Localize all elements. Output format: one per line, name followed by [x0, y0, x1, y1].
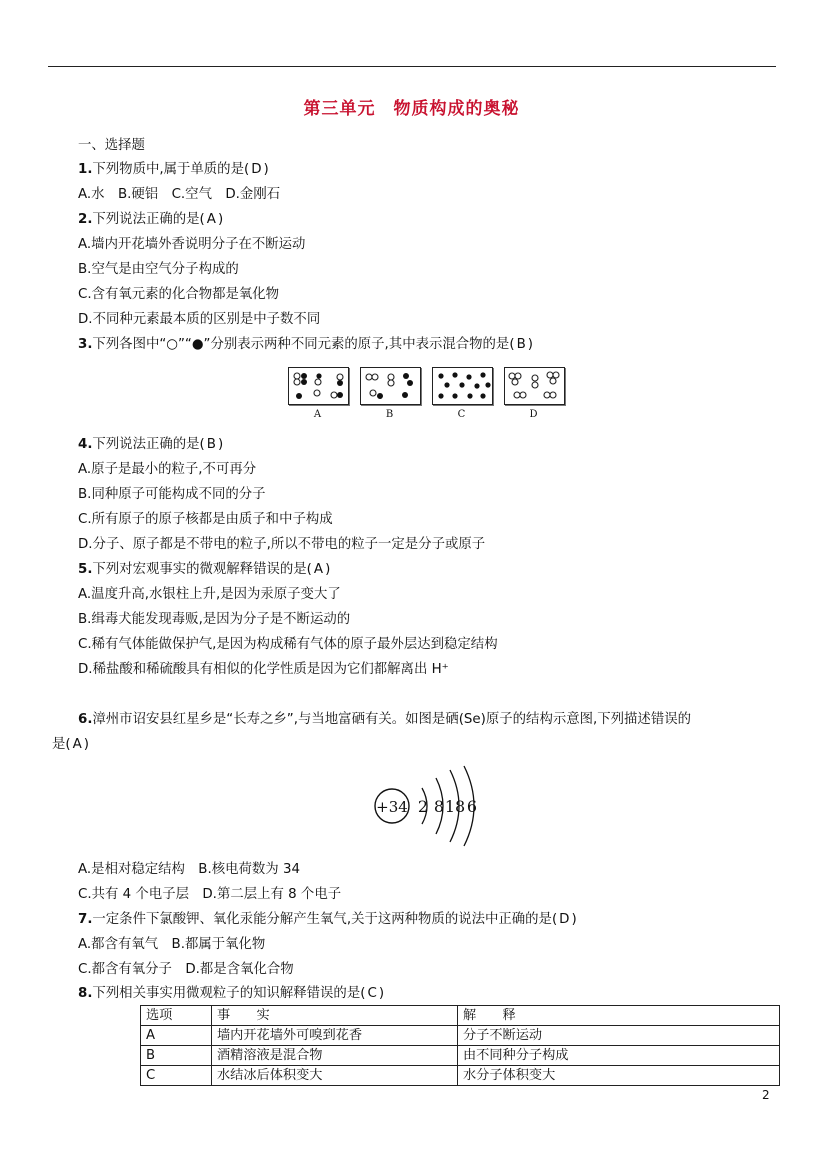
answer: A [206, 212, 216, 227]
table-cell: 酒精溶液是混合物 [212, 1046, 458, 1066]
table-row [141, 1066, 780, 1086]
table-cell: 分子不断运动 [458, 1026, 780, 1046]
question-5 [78, 561, 330, 578]
option-d: D.分子、原子都是不带电的粒子,所以不带电的粒子一定是分子或原子 [78, 537, 486, 552]
answer: D [559, 912, 570, 927]
option-c: C.所有原子的原子核都是由质子和中子构成 [78, 512, 333, 527]
question-stem: 漳州市诏安县红星乡是“长寿之乡”,与当地富硒有关。如图是硒(Se)原子的结构示意图,下列描述错误的 [92, 712, 691, 727]
particle-box-d [504, 367, 565, 405]
table-cell: B [141, 1046, 212, 1066]
table-header-cell: 选项 [141, 1006, 212, 1026]
paren: ) [263, 162, 269, 177]
paren: ) [378, 986, 385, 1001]
table-header-cell: 事 实 [212, 1006, 458, 1026]
option-ab: A.都含有氧气 B.都属于氧化物 [78, 937, 266, 952]
question-number: 1. [78, 162, 93, 177]
answer: B [516, 337, 526, 352]
table-header-row [141, 1006, 780, 1026]
question-number: 4. [78, 437, 93, 452]
question-number: 2. [78, 212, 93, 227]
figure-label-a: A [313, 409, 322, 420]
particle-box-a-art [289, 368, 348, 404]
paren: ) [217, 212, 224, 227]
question-6-cont [52, 736, 89, 753]
table-cell: 墙内开花墙外可嗅到花香 [212, 1026, 458, 1046]
option-ab: A.是相对稳定结构 B.核电荷数为 34 [78, 862, 300, 877]
option-b: B.同种原子可能构成不同的分子 [78, 487, 266, 502]
particle-box-d-art [505, 368, 564, 404]
table-cell: 水分子体积变大 [458, 1066, 780, 1086]
question-number: 3. [78, 337, 93, 352]
option-cd: C.都含有氧分子 D.都是含氧化合物 [78, 962, 294, 977]
question-stem-cont: 是( [52, 737, 71, 752]
nucleus-charge: +34 [376, 798, 408, 816]
answer: B [206, 437, 216, 452]
table-cell: 水结冰后体积变大 [212, 1066, 458, 1086]
option-d: D.稀盐酸和稀硫酸具有相似的化学性质是因为它们都解离出 H⁺ [78, 662, 449, 677]
particle-box-c [432, 367, 493, 405]
option-c: C.稀有气体能做保护气,是因为构成稀有气体的原子最外层达到稳定结构 [78, 637, 498, 652]
question-7 [78, 911, 577, 928]
question-2 [78, 211, 223, 228]
question-number: 8. [78, 986, 93, 1001]
shell-4-count: 6 [466, 797, 478, 816]
paren: ) [571, 912, 577, 927]
question-number: 5. [78, 562, 93, 577]
table-cell: A [141, 1026, 212, 1046]
particle-box-a [288, 367, 349, 405]
figure-label-b: B [385, 409, 394, 420]
figure-label-d: D [529, 409, 538, 420]
answer: A [72, 737, 82, 752]
particle-box-b [360, 367, 421, 405]
answer: A [313, 562, 324, 577]
question-1-options: A.水 B.硬铝 C.空气 D.金刚石 [78, 187, 281, 202]
paren: ) [325, 562, 331, 577]
atom-structure-art [372, 764, 487, 848]
option-b: B.缉毒犬能发现毒贩,是因为分子是不断运动的 [78, 612, 351, 627]
selenium-atom-diagram [372, 764, 487, 848]
question-8 [78, 985, 384, 1002]
question-number: 7. [78, 912, 93, 927]
header-rule [48, 66, 776, 67]
page-number: 2 [762, 1088, 770, 1102]
question-stem: 下列说法正确的是( [92, 212, 205, 227]
question-stem: 下列各图中“○”“●”分别表示两种不同元素的原子,其中表示混合物的是( [92, 337, 515, 352]
table-header-cell: 解 释 [458, 1006, 780, 1026]
option-a: A.墙内开花墙外香说明分子在不断运动 [78, 237, 306, 252]
answer: C [367, 986, 377, 1001]
option-a: A.温度升高,水银柱上升,是因为汞原子变大了 [78, 587, 341, 602]
page-title: 第三单元 物质构成的奥秘 [303, 99, 520, 119]
particle-diagram-figure [288, 367, 578, 425]
shell-3-count: 18 [444, 797, 466, 816]
particle-box-c-art [433, 368, 492, 404]
shell-2-count: 8 [433, 797, 445, 816]
question-1 [78, 161, 269, 178]
question-stem: 一定条件下氯酸钾、氧化汞能分解产生氧气,关于这两种物质的说法中正确的是( [92, 912, 558, 927]
table-cell: 由不同种分子构成 [458, 1046, 780, 1066]
question-stem: 下列对宏观事实的微观解释错误的是( [92, 562, 312, 577]
option-d: D.不同种元素最本质的区别是中子数不同 [78, 312, 321, 327]
question-stem: 下列物质中,属于单质的是( [92, 162, 250, 177]
answer: D [251, 162, 262, 177]
paren: ) [83, 737, 90, 752]
option-cd: C.共有 4 个电子层 D.第二层上有 8 个电子 [78, 887, 342, 902]
question-4 [78, 436, 223, 453]
table-row [141, 1046, 780, 1066]
option-c: C.含有氧元素的化合物都是氧化物 [78, 287, 280, 302]
question-3 [78, 336, 533, 353]
paren: ) [527, 337, 533, 352]
paren: ) [217, 437, 224, 452]
question-6 [78, 711, 691, 728]
section-heading: 一、选择题 [78, 138, 145, 153]
particle-box-b-art [361, 368, 420, 404]
option-a: A.原子是最小的粒子,不可再分 [78, 462, 257, 477]
figure-label-c: C [457, 409, 466, 420]
question-number: 6. [78, 712, 93, 727]
table-cell: C [141, 1066, 212, 1086]
question-stem: 下列相关事实用微观粒子的知识解释错误的是( [92, 986, 366, 1001]
table-row [141, 1026, 780, 1046]
explanation-table [140, 1005, 780, 1086]
shell-1-count: 2 [417, 797, 429, 816]
option-b: B.空气是由空气分子构成的 [78, 262, 239, 277]
question-stem: 下列说法正确的是( [92, 437, 205, 452]
